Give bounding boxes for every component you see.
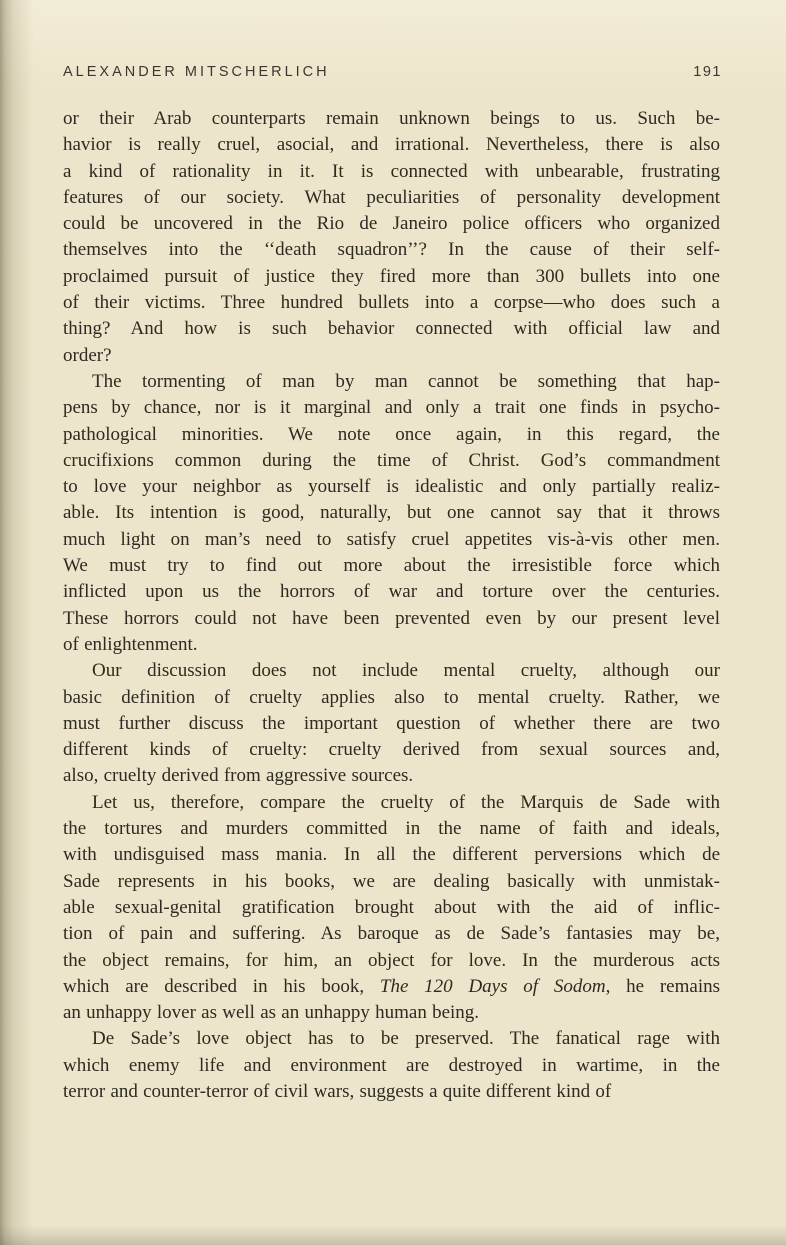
text-line: pathological minorities. We note once again, in this regard, the <box>63 423 720 445</box>
text-line: able sexual-genital gratification brought about with the aid of inflic- <box>63 896 720 918</box>
text-line: of their victims. Three hundred bullets into a corpse—who does such a <box>63 292 720 314</box>
text-line: which are described in his book, The 120 Days of Sodom, he remains <box>63 975 720 997</box>
text-line: Our discussion does not include mental cruelty, although our <box>92 660 720 682</box>
text-line: tion of pain and suffering. As baroque as de Sade’s fantasies may be, <box>63 923 720 945</box>
text-line: themselves into the ‘‘death squadron’’? In the cause of their self- <box>63 239 720 261</box>
page-body-text <box>63 106 720 1105</box>
text-line: thing? And how is such behavior connected with official law and <box>63 318 720 340</box>
text-line: different kinds of cruelty: cruelty derived from sexual sources and, <box>63 739 720 761</box>
text-line: which enemy life and environment are destroyed in wartime, in the <box>63 1054 720 1076</box>
text-line: the object remains, for him, an object for love. In the murderous acts <box>63 949 720 971</box>
text-line: order? <box>63 344 112 366</box>
text-line: must further discuss the important question of whether there are two <box>63 712 720 734</box>
text-line: havior is really cruel, asocial, and irrational. Nevertheless, there is also <box>63 134 720 156</box>
paragraph <box>63 369 720 658</box>
text-line: of enlightenment. <box>63 633 198 655</box>
text-line: an unhappy lover as well as an unhappy human being. <box>63 1002 480 1024</box>
text-line: crucifixions common during the time of Christ. God’s commandment <box>63 449 720 471</box>
text-line: the tortures and murders committed in the name of faith and ideals, <box>63 818 720 840</box>
text-line: Let us, therefore, compare the cruelty of the Marquis de Sade with <box>92 791 720 813</box>
text-line: proclaimed pursuit of justice they fired more than 300 bullets into one <box>63 265 720 287</box>
paragraph <box>63 1026 720 1105</box>
text-line: also, cruelty derived from aggressive sources. <box>63 765 414 787</box>
running-head-author: ALEXANDER MITSCHERLICH <box>63 64 330 80</box>
text-line: a kind of rationality in it. It is connected with unbearable, frustrating <box>63 160 720 182</box>
paragraph <box>63 658 720 789</box>
text-line: We must try to find out more about the irresistible force which <box>63 555 720 577</box>
text-line: terror and counter-terror of civil wars, suggests a quite different kind of <box>63 1080 612 1102</box>
text-line: with undisguised mass mania. In all the different perversions which de <box>63 844 720 866</box>
text-line: The tormenting of man by man cannot be something that hap- <box>92 370 720 392</box>
text-line: features of our society. What peculiarities of personality development <box>63 186 720 208</box>
page-number: 191 <box>693 64 722 80</box>
text-line: to love your neighbor as yourself is idealistic and only partially realiz- <box>63 476 720 498</box>
text-line: or their Arab counterparts remain unknown beings to us. Such be- <box>63 108 720 129</box>
page-header <box>0 0 786 80</box>
text-line: pens by chance, nor is it marginal and only a trait one finds in psycho- <box>63 397 720 419</box>
text-line: Sade represents in his books, we are dealing basically with unmistak- <box>63 870 720 892</box>
text-line: could be uncovered in the Rio de Janeiro police officers who organized <box>63 213 720 235</box>
text-line: able. Its intention is good, naturally, but one cannot say that it throws <box>63 502 720 524</box>
paragraph <box>63 790 720 1027</box>
text-line: These horrors could not have been prevented even by our present level <box>63 607 720 629</box>
text-line: much light on man’s need to satisfy cruel appetites vis-à-vis other men. <box>63 528 720 550</box>
text-line: inflicted upon us the horrors of war and torture over the centuries. <box>63 581 720 603</box>
paragraph <box>63 106 720 369</box>
text-line: De Sade’s love object has to be preserved. The fanatical rage with <box>92 1028 720 1050</box>
text-line: basic definition of cruelty applies also to mental cruelty. Rather, we <box>63 686 720 708</box>
